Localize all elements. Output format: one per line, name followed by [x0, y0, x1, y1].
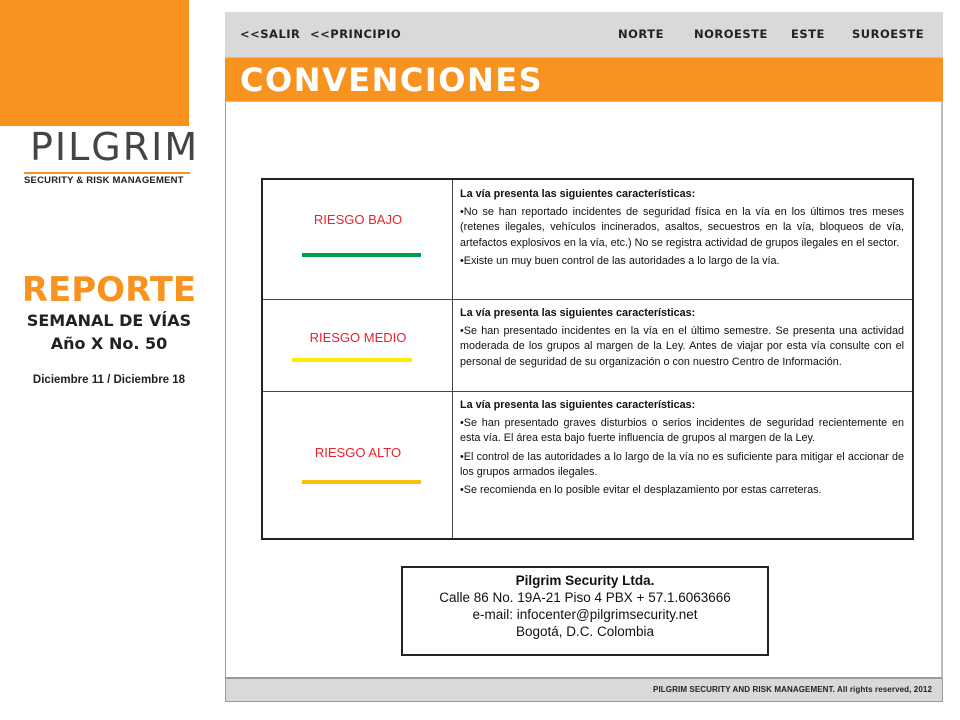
- contact-company: Pilgrim Security Ltda.: [515, 573, 655, 588]
- contact-email[interactable]: e-mail: infocenter@pilgrimsecurity.net: [472, 607, 698, 622]
- contact-city: Bogotá, D.C. Colombia: [515, 624, 655, 639]
- contact-box: [401, 566, 769, 656]
- risk-bullet: •Se recomienda en lo posible evitar el desplazamiento por estas carreteras.: [460, 484, 822, 497]
- logo-block: [0, 0, 189, 126]
- nav-exit-link[interactable]: <<SALIR: [240, 27, 301, 41]
- risk-description-low: [460, 187, 904, 272]
- risk-color-line-high: [302, 480, 421, 484]
- report-issue: Año X No. 50: [50, 334, 168, 353]
- risk-intro: La vía presenta las siguientes características:: [460, 307, 696, 319]
- page-title: CONVENCIONES: [240, 61, 544, 99]
- risk-table: [261, 178, 914, 540]
- report-subtitle: SEMANAL DE VÍAS: [26, 311, 192, 330]
- logo-tagline: SECURITY & RISK MANAGEMENT: [24, 175, 184, 186]
- risk-intro: La vía presenta las siguientes características:: [460, 188, 696, 200]
- risk-bullet: •No se han reportado incidentes de seguridad física en la vía en los últimos tres meses (retenes ilegales, vehículos incinerados, asaltos, secuestros en la vía, bloqueos de vía, artefactos explosivos en la vía, etc.) No se registra actividad de grupos ilegales en el sector.: [460, 206, 904, 249]
- risk-label-low: RIESGO BAJO: [313, 212, 403, 227]
- logo-text: PILGRIM: [30, 125, 200, 169]
- logo-divider: [24, 172, 190, 174]
- footer-bar: [225, 678, 943, 702]
- risk-color-line-low: [302, 253, 421, 257]
- risk-bullet: •Se han presentado graves disturbios o serios incidentes de seguridad recientemente en esta vía. El área esta bajo fuerte influencia de grupos al margen de la Ley.: [460, 417, 904, 445]
- footer-copyright: PILGRIM SECURITY AND RISK MANAGEMENT. All rights reserved, 2012: [653, 685, 932, 694]
- report-title: REPORTE: [21, 270, 197, 310]
- risk-label-cell: [263, 300, 453, 391]
- nav-region-norte[interactable]: NORTE: [618, 27, 664, 41]
- nav-region-noroeste[interactable]: NOROESTE: [694, 27, 768, 41]
- report-dates: Diciembre 11 / Diciembre 18: [32, 374, 186, 386]
- nav-home-link[interactable]: <<PRINCIPIO: [310, 27, 402, 41]
- risk-bullet: •Existe un muy buen control de las autoridades a lo largo de la vía.: [460, 254, 780, 267]
- risk-label-cell: [263, 392, 453, 538]
- contact-address: Calle 86 No. 19A-21 Piso 4 PBX + 57.1.6063666: [439, 590, 731, 605]
- risk-bullet: •El control de las autoridades a lo largo de la vía no es suficiente para mitigar el accionar de los grupos armados ilegales.: [460, 450, 904, 478]
- nav-region-este[interactable]: ESTE: [791, 27, 825, 41]
- risk-label-cell: [263, 180, 453, 299]
- risk-row-high: [263, 392, 912, 538]
- risk-row-low: [263, 180, 912, 300]
- risk-description-high: [460, 398, 904, 501]
- top-nav: [225, 12, 943, 58]
- risk-intro: La vía presenta las siguientes características:: [460, 399, 696, 411]
- risk-row-medium: [263, 300, 912, 392]
- nav-region-suroeste[interactable]: SUROESTE: [852, 27, 925, 41]
- risk-description-medium: [460, 306, 904, 373]
- risk-label-medium: RIESGO MEDIO: [309, 330, 407, 345]
- risk-bullet: •Se han presentado incidentes en la vía en el último semestre. Se presenta una actividad moderada de los grupos al margen de la Ley. Antes de viajar por esta vía consulte con el personal de seguridad de su organización o con nuestro Centro de Información.: [460, 325, 904, 368]
- risk-label-high: RIESGO ALTO: [314, 445, 402, 460]
- risk-color-line-medium: [292, 358, 412, 362]
